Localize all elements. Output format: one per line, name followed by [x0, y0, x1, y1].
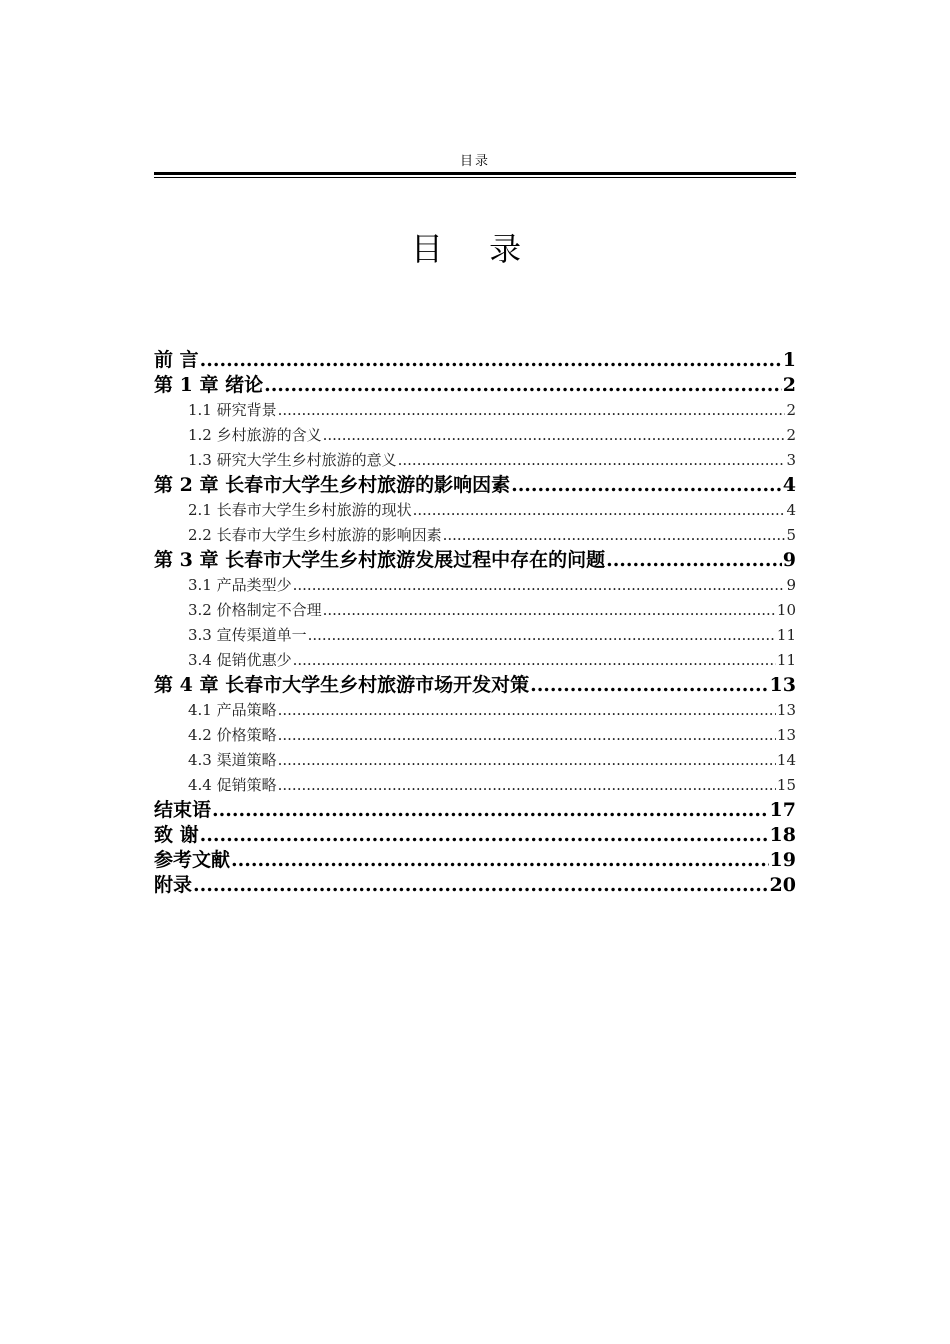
toc-entry[interactable]: [154, 473, 796, 498]
toc-entry-label: 第 2 章 长春市大学生乡村旅游的影响因素: [154, 474, 511, 496]
toc-entry-label: 第 3 章 长春市大学生乡村旅游发展过程中存在的问题: [154, 549, 606, 571]
toc-entry-label: 4.3 渠道策略: [188, 751, 277, 769]
toc-entry[interactable]: [154, 398, 796, 423]
toc-leader-dots: [323, 598, 776, 623]
toc-leader-dots: [231, 848, 769, 873]
toc-entry-label: 2.2 长春市大学生乡村旅游的影响因素: [188, 526, 442, 544]
toc-entry[interactable]: [154, 873, 796, 898]
running-header: 目录: [459, 154, 490, 169]
toc-entry[interactable]: [154, 748, 796, 773]
toc-entry-page: 11: [776, 626, 796, 644]
toc-entry-page: 13: [769, 674, 796, 696]
toc-leader-dots: [398, 448, 786, 473]
toc-entry-page: 9: [782, 549, 796, 571]
toc-leader-dots: [278, 773, 776, 798]
toc-entry[interactable]: [154, 723, 796, 748]
toc-entry-page: 4: [786, 501, 796, 519]
toc-entry-page: 5: [786, 526, 796, 544]
toc-entry-label: 前 言: [154, 349, 199, 371]
toc-entry[interactable]: [154, 598, 796, 623]
toc-entry-label: 1.3 研究大学生乡村旅游的意义: [188, 451, 397, 469]
toc-entry[interactable]: [154, 348, 796, 373]
toc-entry[interactable]: [154, 573, 796, 598]
toc-entry-label: 4.4 促销策略: [188, 776, 277, 794]
toc-leader-dots: [443, 523, 786, 548]
toc-entry-page: 3: [786, 451, 796, 469]
toc-entry-label: 3.2 价格制定不合理: [188, 601, 322, 619]
toc-entry-label: 1.1 研究背景: [188, 401, 277, 419]
toc-entry-label: 附录: [154, 874, 193, 896]
toc-entry-label: 1.2 乡村旅游的含义: [188, 426, 322, 444]
toc-entry-page: 2: [782, 374, 796, 396]
toc-leader-dots: [278, 398, 786, 423]
toc-entry-page: 20: [769, 874, 796, 896]
toc-entry-label: 结束语: [154, 799, 212, 821]
header-rule-thick: [154, 172, 796, 175]
toc-leader-dots: [278, 748, 776, 773]
toc-leader-dots: [278, 723, 776, 748]
toc-entry[interactable]: [154, 648, 796, 673]
toc-entry-label: 参考文献: [154, 849, 231, 871]
toc-entry[interactable]: [154, 623, 796, 648]
toc-leader-dots: [293, 573, 786, 598]
toc-entry-page: 13: [776, 726, 796, 744]
toc-entry-label: 3.4 促销优惠少: [188, 651, 292, 669]
toc-entry-label: 第 4 章 长春市大学生乡村旅游市场开发对策: [154, 674, 530, 696]
toc-entry-page: 14: [776, 751, 796, 769]
toc-entry[interactable]: [154, 548, 796, 573]
toc-entry-page: 15: [776, 776, 796, 794]
toc-entry-page: 2: [786, 426, 796, 444]
toc-entry-label: 致 谢: [154, 824, 199, 846]
toc-entry-page: 9: [786, 576, 796, 594]
toc-entry-label: 4.1 产品策略: [188, 701, 277, 719]
toc-leader-dots: [200, 348, 782, 373]
toc-leader-dots: [264, 373, 782, 398]
toc-leader-dots: [308, 623, 776, 648]
toc-entry-page: 17: [769, 799, 796, 821]
toc-entry-page: 11: [776, 651, 796, 669]
toc-entry-label: 3.3 宣传渠道单一: [188, 626, 307, 644]
toc-entry-page: 10: [776, 601, 796, 619]
toc-entry-label: 3.1 产品类型少: [188, 576, 292, 594]
toc-entry[interactable]: [154, 523, 796, 548]
page-title: 目 录: [410, 230, 540, 268]
toc-entry[interactable]: [154, 498, 796, 523]
toc-entry-page: 18: [769, 824, 796, 846]
toc-leader-dots: [511, 473, 782, 498]
toc-entry-page: 13: [776, 701, 796, 719]
toc-leader-dots: [413, 498, 786, 523]
toc-entry-page: 2: [786, 401, 796, 419]
toc-entry[interactable]: [154, 698, 796, 723]
toc-entry[interactable]: [154, 823, 796, 848]
toc-entry-label: 第 1 章 绪论: [154, 374, 264, 396]
toc-entry-page: 4: [782, 474, 796, 496]
toc-entry-label: 2.1 长春市大学生乡村旅游的现状: [188, 501, 412, 519]
toc-entry-page: 19: [769, 849, 796, 871]
toc-entry[interactable]: [154, 448, 796, 473]
toc-leader-dots: [278, 698, 776, 723]
toc-entry-label: 4.2 价格策略: [188, 726, 277, 744]
toc-leader-dots: [193, 873, 769, 898]
toc-entry-page: 1: [782, 349, 796, 371]
toc-entry[interactable]: [154, 798, 796, 823]
toc-leader-dots: [606, 548, 782, 573]
toc-leader-dots: [200, 823, 769, 848]
table-of-contents: [154, 348, 796, 898]
toc-entry[interactable]: [154, 848, 796, 873]
toc-leader-dots: [212, 798, 769, 823]
toc-entry[interactable]: [154, 423, 796, 448]
toc-leader-dots: [530, 673, 768, 698]
toc-entry[interactable]: [154, 673, 796, 698]
toc-entry[interactable]: [154, 373, 796, 398]
toc-entry[interactable]: [154, 773, 796, 798]
header-rule-thin: [154, 177, 796, 178]
toc-leader-dots: [323, 423, 786, 448]
toc-leader-dots: [293, 648, 776, 673]
